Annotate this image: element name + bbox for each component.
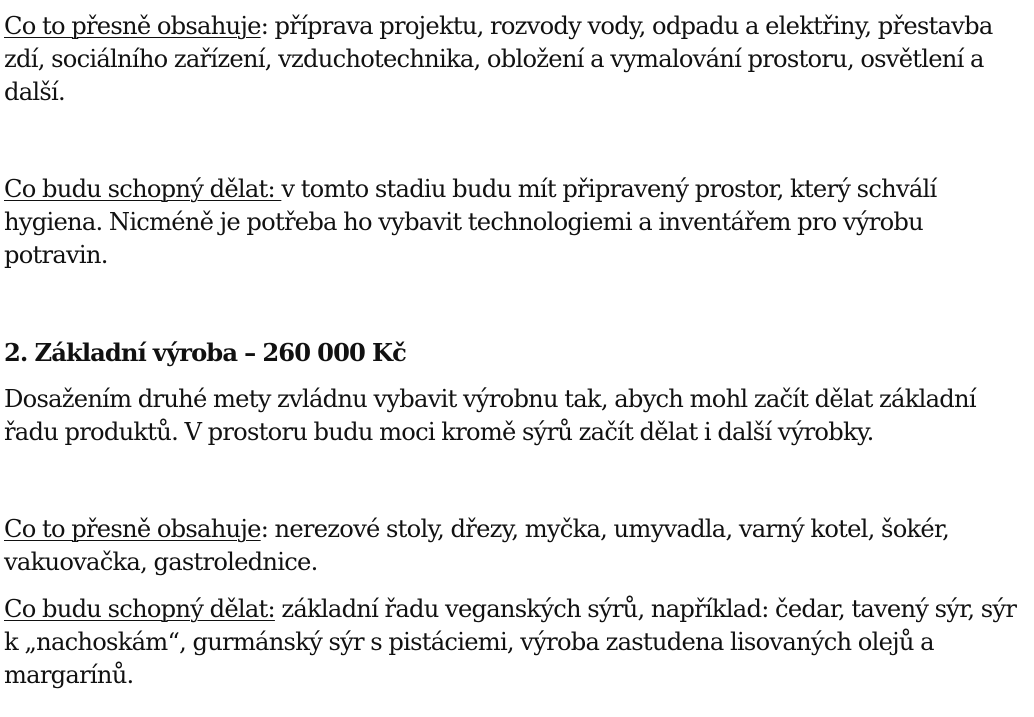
document-page [4, 10, 1030, 692]
contents-paragraph-1 [4, 10, 1030, 109]
contents-text-1: : příprava projektu, rozvody vody, odpadu a elektřiny, přestavba zdí, sociálního zařízení, vzduchotechnika, obložení a vymalování prostoru, osvětlení a další. [4, 12, 993, 106]
capability-label-2: Co budu schopný dělat: [4, 595, 275, 623]
contents-label-2: Co to přesně obsahuje [4, 515, 261, 543]
section-heading-2: 2. Základní výroba – 260 000 Kč [4, 338, 406, 367]
capability-label-1: Co budu schopný dělat: [4, 175, 282, 203]
capability-text-2: základní řadu veganských sýrů, například: čedar, tavený sýr, sýr k „nachoskám“, gurmánský sýr s pistáciemi, výroba zastudena lisovaných olejů a margarínů. [4, 595, 1017, 689]
capability-paragraph-2 [4, 593, 1030, 692]
capability-text-1: v tomto stadiu budu mít připravený prostor, který schválí hygiena. Nicméně je potřeba ho vybavit technologiemi a inventářem pro výrobu potravin. [4, 175, 937, 269]
section-intro-2: Dosažením druhé mety zvládnu vybavit výrobnu tak, abych mohl začít dělat základní řadu produktů. V prostoru budu moci kromě sýrů začít dělat i další výrobky. [4, 385, 976, 446]
contents-label-1: Co to přesně obsahuje [4, 12, 261, 40]
contents-text-2: : nerezové stoly, dřezy, myčka, umyvadla, varný kotel, šokér, vakuovačka, gastrolednice. [4, 515, 950, 576]
contents-paragraph-2 [4, 513, 1030, 579]
capability-paragraph-1 [4, 173, 1030, 272]
